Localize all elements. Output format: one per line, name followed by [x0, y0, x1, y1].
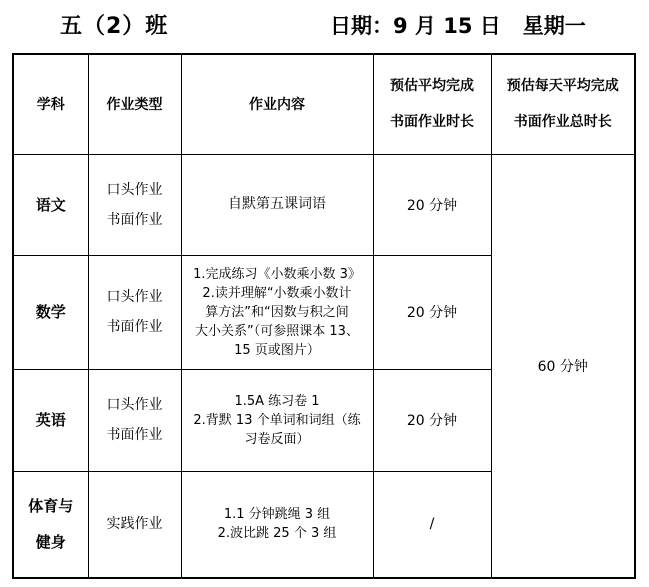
- header-subject: 学科: [13, 54, 88, 154]
- header-total-time: [491, 54, 635, 154]
- type-cell: [88, 471, 181, 578]
- content-line: 15 页或图片）: [234, 342, 320, 358]
- content-line: 2.读并理解“小数乘小数计: [202, 285, 352, 301]
- content-cell: [181, 255, 373, 369]
- subject-cell: [13, 255, 88, 369]
- header-row: [13, 54, 635, 154]
- time-cell: 20 分钟: [373, 369, 491, 471]
- subject-cell: [13, 471, 88, 578]
- content-line: 2.波比跳 25 个 3 组: [217, 526, 337, 542]
- subject-cell: [13, 154, 88, 255]
- subject-label: 体育与: [28, 497, 74, 516]
- content-line: 习卷反面）: [244, 431, 310, 447]
- content-line: 1.1 分钟跳绳 3 组: [223, 507, 331, 523]
- time-cell: 20 分钟: [373, 154, 491, 255]
- content-line: 自默第五课词语: [228, 196, 326, 212]
- content-line: 1.5A 练习卷 1: [234, 393, 320, 409]
- content-cell: [181, 369, 373, 471]
- date-line: 日期：9 月 15 日 星期一: [330, 14, 586, 38]
- header-total-time-line: 预估每天平均完成: [506, 78, 619, 95]
- type-label: 口头作业: [106, 289, 163, 305]
- type-label: 书面作业: [106, 427, 163, 443]
- total-time-cell: 60 分钟: [491, 154, 635, 578]
- type-cell: [88, 369, 181, 471]
- subject-cell: [13, 369, 88, 471]
- time-cell: 20 分钟: [373, 255, 491, 369]
- header-type: 作业类型: [88, 54, 181, 154]
- type-label: 书面作业: [106, 211, 163, 228]
- type-label: 书面作业: [106, 319, 163, 335]
- type-label: 实践作业: [106, 516, 163, 533]
- header-total-time-line: 书面作业总时长: [513, 114, 612, 131]
- class-name: 五（2）班: [60, 14, 169, 39]
- homework-table: [12, 53, 636, 579]
- header-content: 作业内容: [181, 54, 373, 154]
- subject-label: 健身: [35, 533, 66, 552]
- table-row: [13, 154, 635, 255]
- content-line: 2.背默 13 个单词和词组（练: [193, 412, 361, 428]
- content-line: 算方法”和“因数与积之间: [205, 304, 349, 320]
- type-cell: [88, 255, 181, 369]
- subject-label: 数学: [35, 303, 66, 321]
- header-est-time: [373, 54, 491, 154]
- type-label: 口头作业: [106, 397, 163, 413]
- page-header: [0, 0, 649, 48]
- header-est-time-line: 书面作业时长: [390, 114, 474, 131]
- type-label: 口头作业: [106, 181, 163, 198]
- content-cell: [181, 154, 373, 255]
- content-line: 大小关系”（可参照课本 13、: [195, 323, 359, 339]
- subject-label: 语文: [35, 195, 66, 214]
- content-line: 1.完成练习《小数乘小数 3》: [193, 266, 361, 282]
- header-est-time-line: 预估平均完成: [390, 78, 474, 95]
- time-cell: /: [373, 471, 491, 578]
- subject-label: 英语: [35, 411, 66, 429]
- type-cell: [88, 154, 181, 255]
- content-cell: [181, 471, 373, 578]
